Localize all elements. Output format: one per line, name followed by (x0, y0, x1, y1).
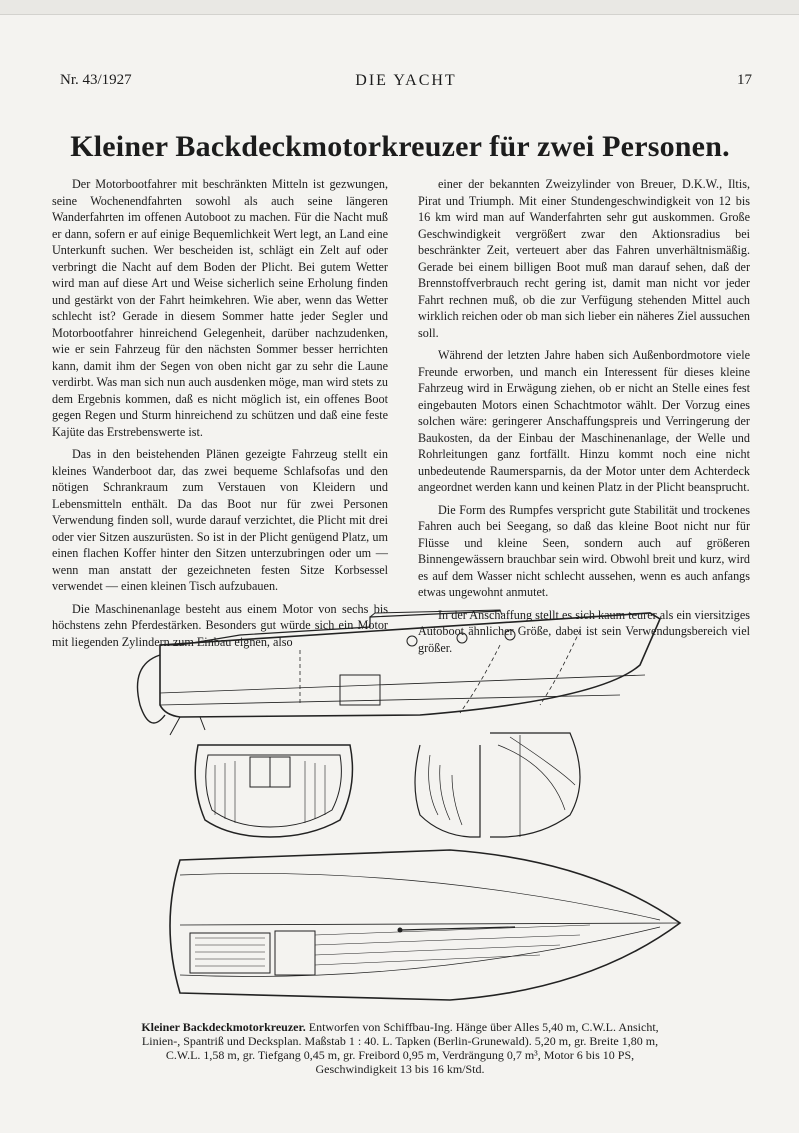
page-number: 17 (737, 72, 752, 88)
page-header (60, 72, 752, 94)
paragraph: Die Form des Rumpfes verspricht gute Stabilität und trockenes Fahren auch bei Seegang, so daß das kleine Boot nicht nur für Flüsse und kleine Seen, sondern auch auf größeren Binnengewässern brauchbar sein wird. Obwohl breit und kurz, wird es auf dem Wasser nicht schlecht aussehen, wenn es auch anfangs etwas ungewohnt anmutet. (418, 502, 750, 599)
paragraph: Die Maschinenanlage besteht aus einem Motor von sechs bis höchstens zehn Pferdestärken. Besonders gut würde sich ein Motor mit liegenden Zylindern zum Einbau eignen, also (52, 601, 388, 649)
boat-plan-drawing (120, 605, 700, 1015)
body-plan-right (490, 733, 580, 837)
magazine-title: DIE YACHT (355, 72, 457, 89)
paragraph: Der Motorbootfahrer mit beschränkten Mitteln ist gezwungen, seine Wochenendfahrten sowohl als auch seine längeren Wanderfahrten im offenen Autoboot zu machen. Für die Nacht muß er dann, sofern er auf einige Bequemlichkeit Wert legt, an Land eine Unterkunft suchen. Wer bescheiden ist, schlägt ein Zelt auf oder verbringt die Nacht auf dem Boden der Plicht. Bei gutem Wetter wird man auf diese Art und Weise sicherlich seine Erholung finden und gestärkt von der Fahrt heimkehren. Wie aber, wenn das Wetter schlecht ist? Gerade in diesem Sommer hatte jeder Segler und Motorbootfahrer hinreichend Gelegenheit, darüber nachzudenken, wie er sein Fahrzeug für den nächsten Sommer besser herrichten kann, damit ihm der Segen von oben nicht gar zu sehr die Laune verdirbt. Was man sich nun auch ausdenken möge, man wird stets zu dem Ergebnis kommen, daß es nicht möglich ist, ein offenes Boot gegen Regen und Sturm hinreichend zu schützen und daß eine feste Kajüte das Erstrebenswerte ist. (52, 177, 388, 439)
deck-plan (170, 850, 680, 1000)
side-elevation (138, 610, 661, 735)
paragraph: Das in den beistehenden Plänen gezeigte Fahrzeug stellt ein kleines Wanderboot dar, das zwei bequeme Schlafsofas und den nötigen Schrankraum zum Verstauen von Kleidern und Lebensmitteln enthält. Da das Boot nur für zwei Personen Verwendung finden soll, wurde darauf verzichtet, die Plicht mit drei oder vier Sitzen auszurüsten. So ist in der Plicht genügend Platz, um einen flachen Koffer hinter den Sitzen unterzubringen oder um — wenn man anstatt der gezeichneten festen Sitze Korbsessel verwendet — einen kleinen Tisch aufzubauen. (52, 447, 388, 593)
caption-text: Entworfen von Schiffbau-Ing. Hänge über Alles 5,40 m, C.W.L. Ansicht, Linien-, Spantriß und Decksplan. Maßstab 1 : 40. L. Tapken (Berlin-Grunewald). 5,20 m, gr. Breite 1,80 m, C.W.L. 1,58 m, gr. Tiefgang 0,45 m, gr. Freibord 0,95 m, Verdrängung 0,7 m³, Motor 6 bis 10 PS, Geschwindigkeit 13 bis 16 km/Std. (141, 1020, 659, 1076)
caption-title: Kleiner Backdeckmotorkreuzer. (141, 1020, 306, 1034)
paragraph: einer der bekannten Zweizylinder von Breuer, D.K.W., Iltis, Pirat und Triumph. Mit einer Stundengeschwindigkeit von 12 bis 16 km wird man auf Wanderfahrten sehr gut auskommen. Große Geschwindigkeit vergrößert zwar den Aktionsradius bei beschränkter Zeit, verteuert aber das Fahren unverhältnismäßig. Gerade bei einem billigen Boot muß man darauf sehen, daß der Brennstoffverbrauch recht gering ist, damit man nicht vor jeder Fahrt rechnen muß, ob die zur Verfügung stehenden Mittel auch wirklich reichen oder ob man sich lieber ein näheres Ziel aussuchen soll. (418, 177, 750, 340)
paragraph: In der Anschaffung stellt es sich kaum teurer als ein viersitziges Autoboot ähnlicher Größe, dabei ist sein Verwendungsbereich viel größer. (418, 607, 750, 655)
body-plan-left (415, 745, 480, 837)
issue-number: Nr. 43/1927 (60, 72, 132, 88)
scan-edge (0, 0, 799, 15)
left-column (52, 176, 388, 656)
paragraph: Während der letzten Jahre haben sich Außenbordmotore viele Freunde erworben, und manch ein Interessent für dieses kleine Fahrzeug wird in Erwägung ziehen, ob er nicht an Stelle eines fest eingebauten Motors einen Schachtmotor wählt. Der Vorzug eines solchen wäre: geringerer Anschaffungspreis und Verringerung der Baukosten, da der Einbau der Maschinenanlage, der Welle und Rohrleitungen ganz fortfällt. Hinzu kommt noch eine nicht unbedeutende Raumersparnis, da der Motor unter dem Achterdeck angeordnet werden kann und keinen Platz in der Plicht beansprucht. (418, 348, 750, 494)
article-title: Kleiner Backdeckmotorkreuzer für zwei Personen. (70, 130, 730, 163)
figure-caption (130, 1020, 670, 1076)
cabin-plan (195, 745, 352, 837)
right-column (418, 176, 750, 662)
